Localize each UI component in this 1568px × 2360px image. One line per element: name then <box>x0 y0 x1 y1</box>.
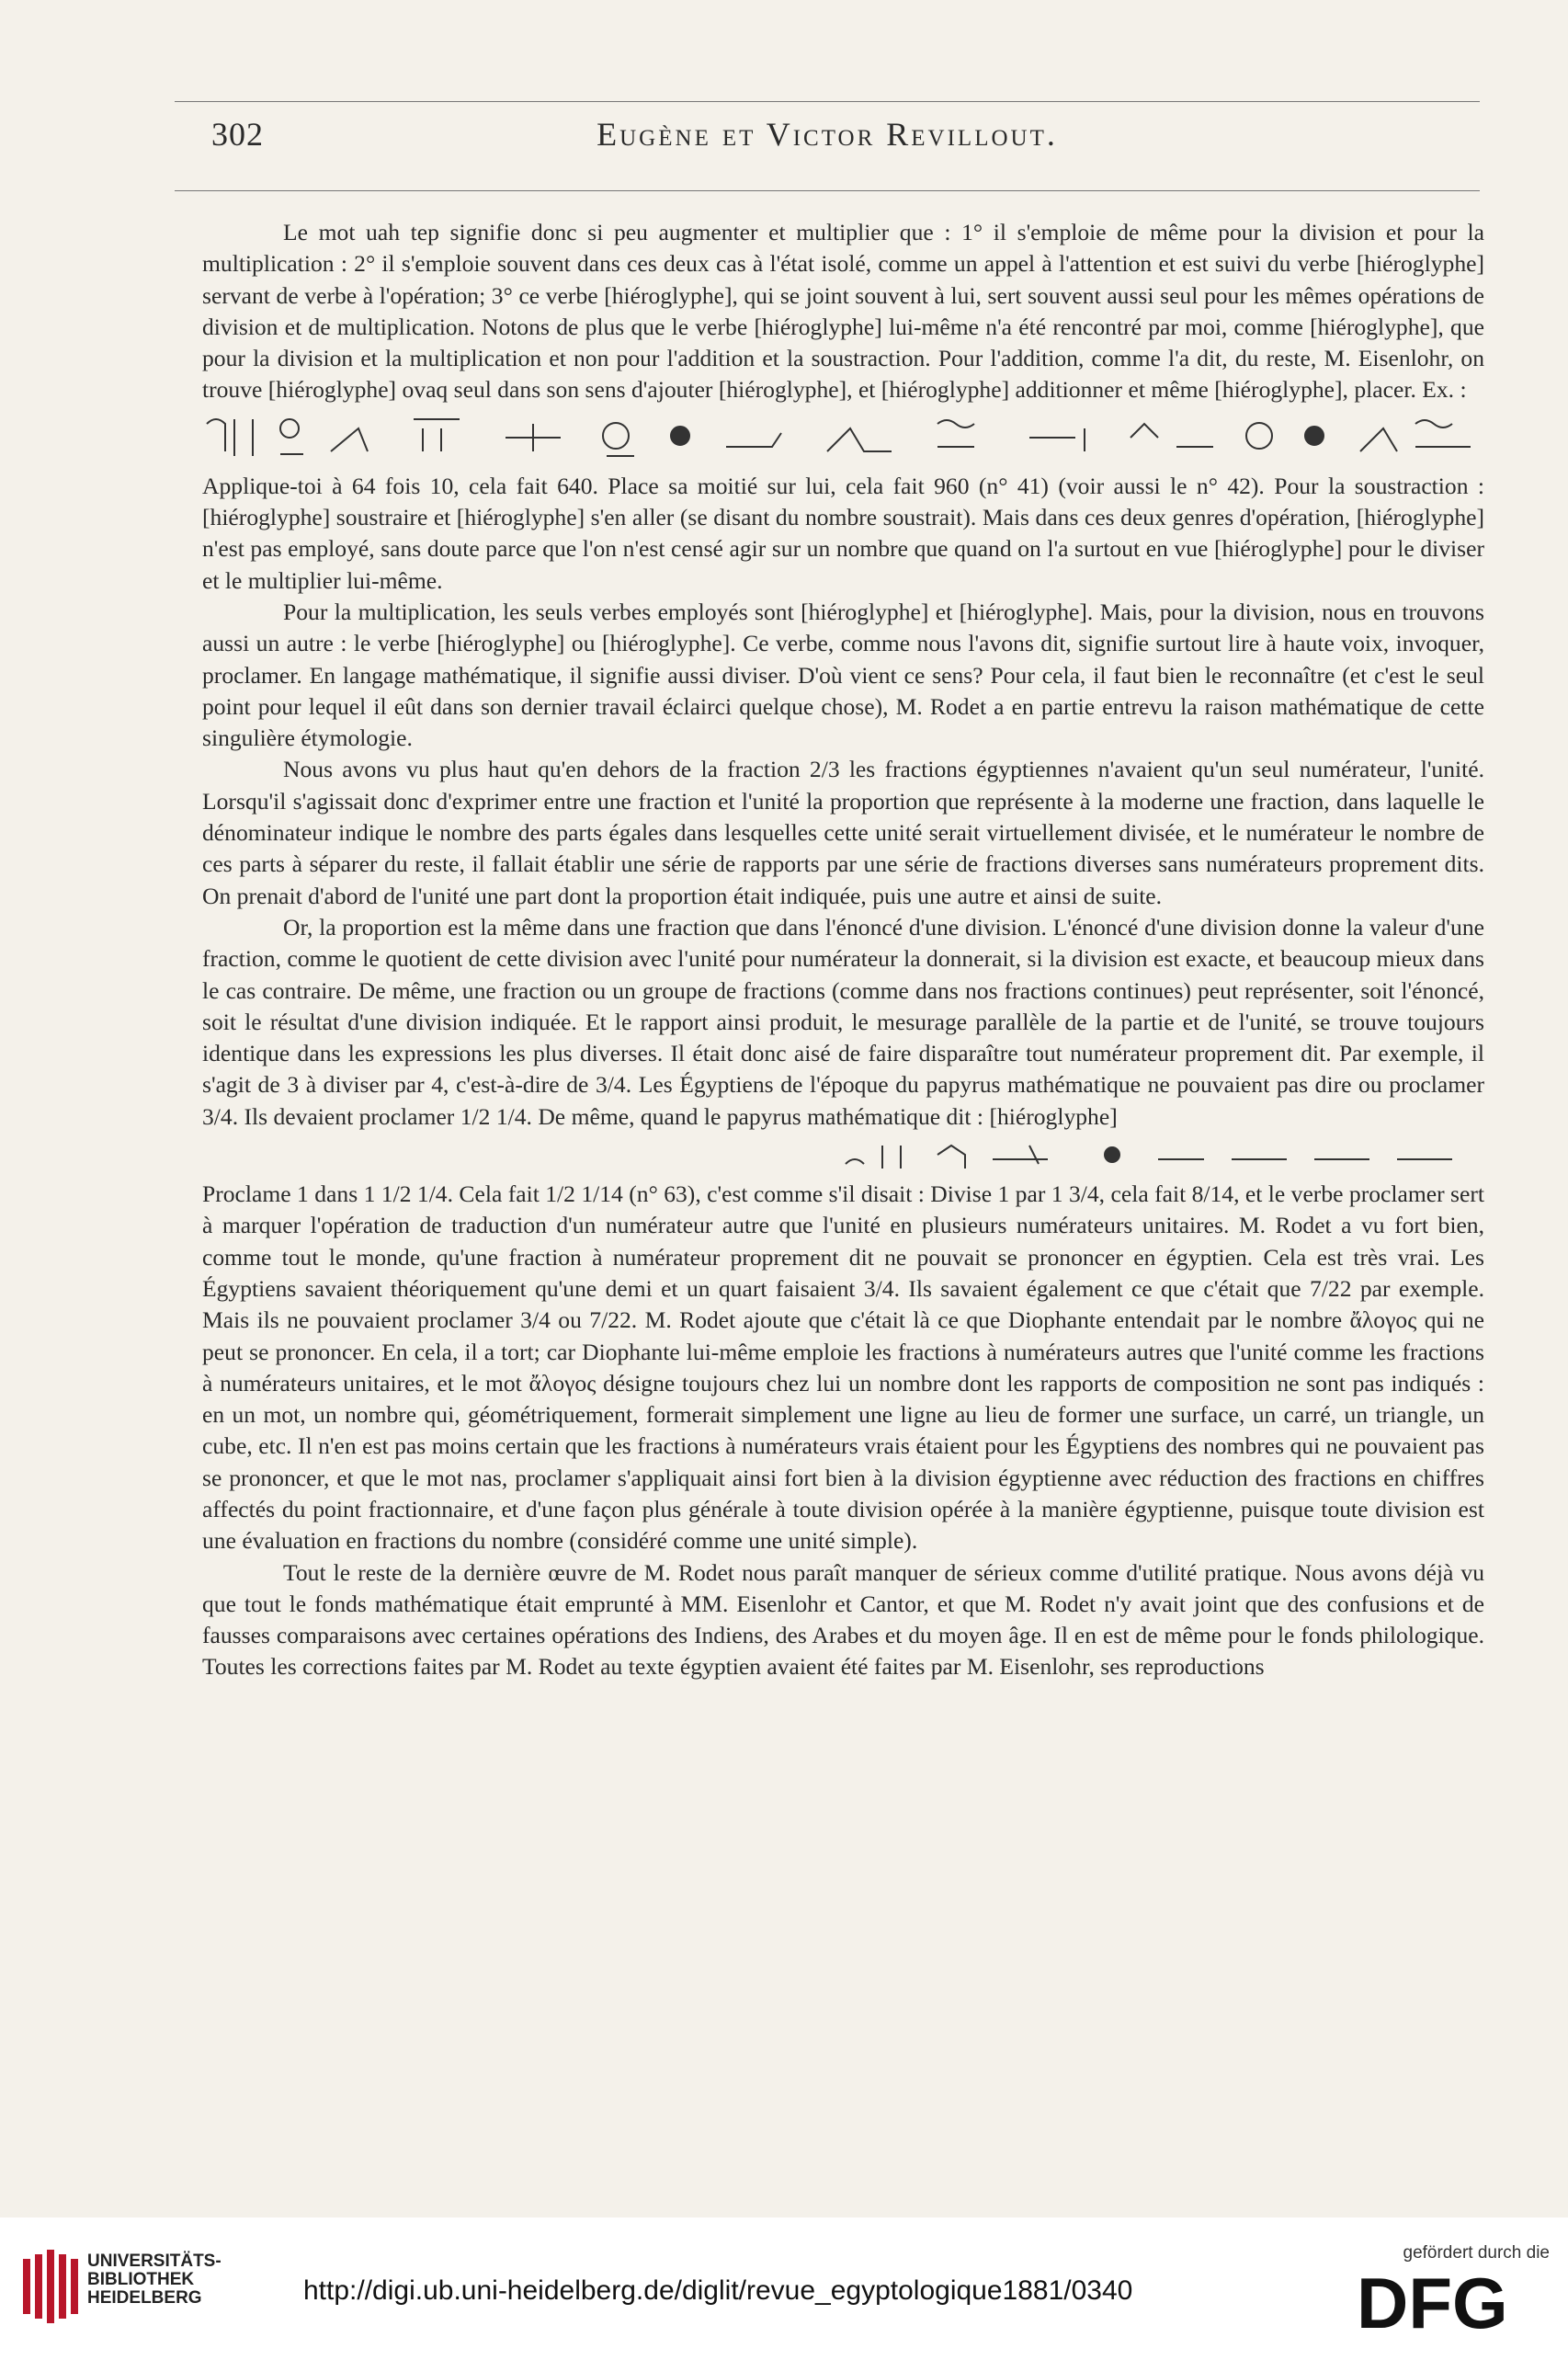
paragraph: Applique-toi à 64 fois 10, cela fait 640. Place sa moitié sur lui, cela fait 960 (n° 41) (voir aussi le n° 42). Pour la soustraction : [hiéroglyphe] soustraire et [hiéroglyphe] s'en aller (se disant du nombre soustrait). Mais dans ces deux genres d'opération, [hiéroglyphe] n'est pas employé, sans doute parce que l'on n'est censé agir sur un nombre que quand on l'a surtout en vue [hiéroglyphe] pour le diviser et le multiplier lui-même. <box>202 472 1484 594</box>
paragraph: Proclame 1 dans 1 1/2 1/4. Cela fait 1/2 1/14 (n° 63), c'est comme s'il disait : Divise 1 par 1 3/4, cela fait 8/14, et le verbe proclamer sert à marquer l'opération de traduction d'un numérateur autre que l'unité en plusieurs numérateurs unitaires. M. Rodet a vu fort bien, comme tout le monde, qu'une fraction à numérateur proprement dit ne pouvait se prononcer en égyptien. Cela est très vrai. Les Égyptiens savaient théoriquement qu'une demi et un quart faisaient 3/4. Ils savaient également ce que c'était que 7/22 par exemple. Mais ils ne pouvaient proclamer 3/4 ou 7/22. M. Rodet ajoute que c'était là ce que Diophante entendait par le nombre ἄλογος qui ne peut se prononcer. En cela, il a tort; car Diophante lui-même emploie les fractions à numérateurs autres que l'unité comme les fractions à numérateurs unitaires, et le mot ἄλογος désigne toujours chez lui un nombre dont les rapports de composition ne sont pas indiqués : en un mot, un nombre qui, géométriquement, formerait simplement une ligne au lieu de former une surface, un carré, un triangle, un cube, etc. Il n'en est pas moins certain que les fractions à numérateurs vrais étaient pour les Égyptiens des nombres qui ne pouvaient pas se prononcer, et que le mot nas, proclamer s'appliquait ainsi fort bien à la division égyptienne avec réduction des fractions en chiffres affectés du point fractionnaire, et d'une façon plus générale à toute division opérée à la manière égyptienne, puisque toute division est une évaluation en fractions du nombre (considéré comme une unité simple). <box>202 1180 1484 1555</box>
dfg-logo-text: DFG <box>1357 2267 1508 2341</box>
library-name: UNIVERSITÄTS- BIBLIOTHEK HEIDELBERG <box>87 2252 222 2308</box>
hieroglyph-example-line <box>202 1136 1484 1173</box>
running-title: Eugène et Victor Revillout. <box>597 116 1058 153</box>
paragraph: Nous avons vu plus haut qu'en dehors de la fraction 2/3 les fractions égyptiennes n'avaient qu'un seul numérateur, l'unité. Lorsqu'il s'agissait donc d'exprimer entre une fraction et l'unité la proportion que représente à la moderne une fraction, dans laquelle le dénominateur indique le nombre des parts égales dans lesquelles cette unité serait virtuellement divisée, et le numérateur le nombre de ces parts à séparer du reste, il fallait établir une série de rapports par une série de fractions diverses sans numérateurs proprement dits. On prenait d'abord de l'unité une part dont la proportion était indiquée, puis une autre et ainsi de suite. <box>202 756 1484 909</box>
page-number: 302 <box>211 116 264 153</box>
article-body <box>202 217 1484 1683</box>
funding-note: gefördert durch die <box>1403 2243 1550 2263</box>
dfg-logo <box>1357 2267 1550 2341</box>
digital-library-link[interactable]: http://digi.ub.uni-heidelberg.de/diglit/revue_egyptologique1881/0340 <box>303 2275 1133 2306</box>
hieroglyph-example-line <box>202 410 1484 465</box>
page-header <box>175 115 1480 170</box>
paragraph: Pour la multiplication, les seuls verbes employés sont [hiéroglyphe] et [hiéroglyphe]. Mais, pour la division, nous en trouvons aussi un autre : le verbe [hiéroglyphe] ou [hiéroglyphe]. Ce verbe, comme nous l'avons dit, signifie surtout lire à haute voix, invoquer, proclamer. En langage mathématique, il signifie aussi diviser. D'où vient ce sens? Pour cela, il faut bien le reconnaître (et c'est le seul point pour lequel il eût dans son dernier travail éclairci quelque chose), M. Rodet a en partie entrevu la raison mathématique de cette singulière étymologie. <box>202 598 1484 752</box>
page-footer <box>0 2217 1568 2360</box>
hieroglyph-icon <box>202 1136 1484 1173</box>
hieroglyph-icon <box>202 410 1484 465</box>
library-seal-icon <box>23 2250 78 2323</box>
header-top-rule <box>175 101 1480 102</box>
paragraph: Or, la proportion est la même dans une fraction que dans l'énoncé d'une division. L'énoncé d'une division donne la valeur d'une fraction, comme le quotient de cette division avec l'unité pour numérateur la donnerait, si la division est exacte, et beaucoup mieux dans le cas contraire. De même, une fraction ou un groupe de fractions (comme dans nos fractions continues) peut représenter, soit l'énoncé, soit le résultat d'une division indiquée. Et le rapport ainsi produit, le mesurage parallèle de la partie et de l'unité, se trouve toujours identique dans les expressions les plus diverses. Il était donc aisé de faire disparaître tout numérateur proprement dit. Par exemple, il s'agit de 3 à diviser par 4, c'est-à-dire de 3/4. Les Égyptiens de l'époque du papyrus mathématique ne pouvaient pas dire ou proclamer 3/4. Ils devaient proclamer 1/2 1/4. De même, quand le papyrus mathématique dit : [hiéroglyphe] <box>202 913 1484 1130</box>
paragraph: Le mot uah tep signifie donc si peu augmenter et multiplier que : 1° il s'emploie de même pour la division et pour la multiplication : 2° il s'emploie souvent dans ces deux cas à l'état isolé, comme un appel à l'attention et est suivi du verbe [hiéroglyphe] servant de verbe à l'opération; 3° ce verbe [hiéroglyphe], qui se joint souvent à lui, sert souvent aussi seul pour les mêmes opérations de division et de multiplication. Notons de plus que le verbe [hiéroglyphe] lui-même n'a été rencontré par moi, comme [hiéroglyphe], que pour la division et la multiplication et non pour l'addition et la soustraction. Pour l'addition, comme l'a dit, du reste, M. Eisenlohr, on trouve [hiéroglyphe] ovaq seul dans son sens d'ajouter [hiéroglyphe], et [hiéroglyphe] additionner et même [hiéroglyphe], placer. Ex. : <box>202 219 1484 404</box>
header-bottom-rule <box>175 190 1480 191</box>
paragraph: Tout le reste de la dernière œuvre de M. Rodet nous paraît manquer de sérieux comme d'utilité pratique. Nous avons déjà vu que tout le fonds mathématique était emprunté à MM. Eisenlohr et Cantor, et que M. Rodet n'y avait joint que des confusions et de fausses comparaisons avec certaines opérations des Indiens, des Arabes et du moyen âge. Il en est de même pour le fonds philologique. Toutes les corrections faites par M. Rodet au texte égyptien avaient été faites par M. Eisenlohr, ses reproductions <box>202 1558 1484 1681</box>
